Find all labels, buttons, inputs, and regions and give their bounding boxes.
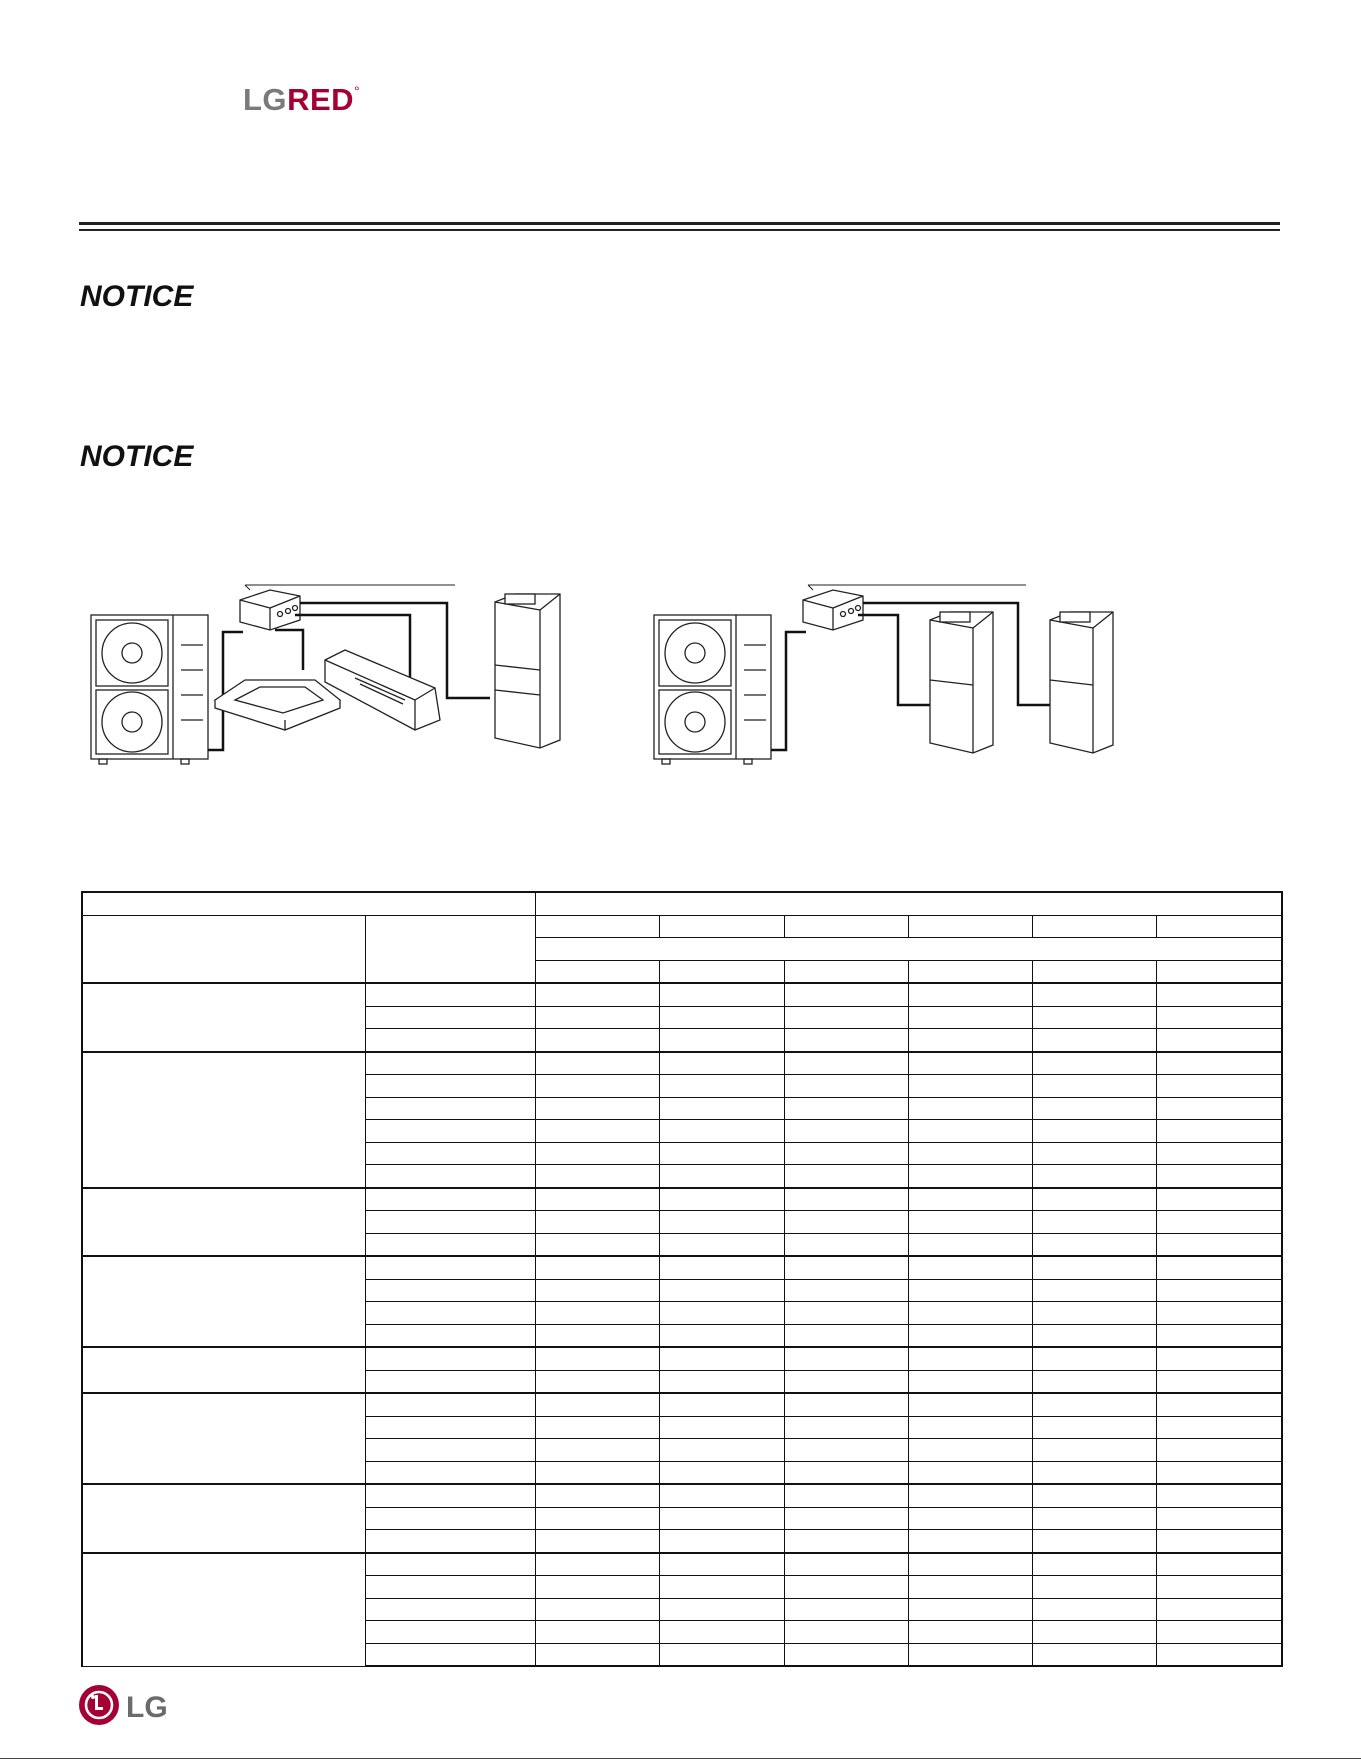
table-cell: [784, 1006, 908, 1029]
table-cell: [660, 1097, 784, 1120]
table-cell: [1033, 1643, 1157, 1666]
table-cell: [784, 1029, 908, 1052]
table-cell: [660, 1029, 784, 1052]
wall-mounted-unit-icon: [325, 650, 440, 730]
page-bottom-rule: [0, 1758, 1361, 1759]
table-cell: [1033, 1324, 1157, 1347]
table-row: [82, 915, 1282, 938]
table-cell: [1157, 1643, 1282, 1666]
table-cell: [784, 1052, 908, 1075]
table-cell: [1157, 1347, 1282, 1370]
table-cell: [82, 1553, 365, 1667]
table-cell: [365, 1393, 535, 1416]
table-cell: [365, 1211, 535, 1234]
table-cell: [536, 1416, 660, 1439]
branch-distributor-icon: [803, 590, 863, 630]
table-cell: [1033, 1621, 1157, 1644]
table-cell: [1157, 1120, 1282, 1143]
table-cell: [908, 1052, 1032, 1075]
table-cell: [1033, 1097, 1157, 1120]
table-cell: [1033, 1029, 1157, 1052]
table-cell: [660, 1416, 784, 1439]
table-cell: [908, 1188, 1032, 1211]
table-row: [82, 983, 1282, 1006]
table-cell: [1157, 1097, 1282, 1120]
table-cell: [536, 1553, 660, 1576]
table-cell: [784, 1439, 908, 1462]
air-handler-icon: [930, 612, 993, 753]
table-cell: [660, 1347, 784, 1370]
table-cell: [536, 1006, 660, 1029]
table-cell: [784, 1120, 908, 1143]
table-cell: [1033, 1439, 1157, 1462]
table-cell: [1157, 1324, 1282, 1347]
table-cell: [908, 915, 1032, 938]
table-cell: [82, 1393, 365, 1484]
table-cell: [908, 1165, 1032, 1188]
table-cell: [1157, 1393, 1282, 1416]
system-diagram-1: [85, 570, 585, 770]
table-cell: [536, 1324, 660, 1347]
table-cell: [365, 1188, 535, 1211]
table-cell: [908, 1029, 1032, 1052]
table-cell: [784, 1233, 908, 1256]
table-cell: [784, 1530, 908, 1553]
table-cell: [1157, 1370, 1282, 1393]
table-cell: [536, 1075, 660, 1098]
table-cell: [908, 1439, 1032, 1462]
lg-logo: [78, 1683, 198, 1734]
lgred-logo: [243, 82, 360, 118]
table-cell: [660, 1598, 784, 1621]
table-cell: [660, 1279, 784, 1302]
table-cell: [908, 1576, 1032, 1599]
table-cell: [365, 1621, 535, 1644]
table-cell: [1033, 1120, 1157, 1143]
table-cell: [660, 1461, 784, 1484]
table-cell: [1033, 1233, 1157, 1256]
table-cell: [536, 960, 660, 983]
table-cell: [660, 960, 784, 983]
notice-heading-2: NOTICE: [80, 440, 194, 473]
table-cell: [1157, 1507, 1282, 1530]
table-cell: [365, 1484, 535, 1507]
table-cell: [536, 1052, 660, 1075]
table-cell: [908, 1530, 1032, 1553]
table-cell: [365, 1233, 535, 1256]
table-cell: [1033, 1461, 1157, 1484]
table-cell: [1033, 915, 1157, 938]
ceiling-cassette-icon: [215, 680, 340, 730]
table-cell: [365, 1530, 535, 1553]
table-cell: [536, 1256, 660, 1279]
table-cell: [784, 915, 908, 938]
table-cell: [82, 1347, 365, 1393]
table-cell: [365, 1006, 535, 1029]
table-cell: [908, 960, 1032, 983]
table-cell: [908, 1097, 1032, 1120]
table-cell: [1033, 1484, 1157, 1507]
table-cell: [536, 1302, 660, 1325]
table-cell: [1157, 1029, 1282, 1052]
table-cell: [365, 1370, 535, 1393]
table-cell: [536, 1598, 660, 1621]
table-cell: [784, 1075, 908, 1098]
table-cell: [536, 1370, 660, 1393]
table-cell: [660, 1075, 784, 1098]
table-cell: [908, 1484, 1032, 1507]
table-cell: [536, 1461, 660, 1484]
table-cell: [1033, 1553, 1157, 1576]
table-cell: [1157, 1256, 1282, 1279]
table-cell: [784, 983, 908, 1006]
table-cell: [1033, 960, 1157, 983]
branch-distributor-icon: [240, 590, 300, 630]
table-cell: [908, 1598, 1032, 1621]
table-cell: [1033, 1165, 1157, 1188]
table-cell: [365, 1576, 535, 1599]
table-cell: [784, 1643, 908, 1666]
table-cell: [365, 1461, 535, 1484]
table-cell: [1157, 1576, 1282, 1599]
table-cell: [536, 1347, 660, 1370]
table-cell: [660, 1370, 784, 1393]
table-cell: [660, 1006, 784, 1029]
table-cell: [365, 983, 535, 1006]
table-cell: [1157, 1165, 1282, 1188]
table-cell: [660, 1643, 784, 1666]
table-row: [82, 1484, 1282, 1507]
table-cell: [660, 1211, 784, 1234]
table-cell: [365, 1598, 535, 1621]
table-cell: [660, 1188, 784, 1211]
table-cell: [1157, 1621, 1282, 1644]
table-cell: [1157, 1416, 1282, 1439]
table-cell: [1157, 1142, 1282, 1165]
table-cell: [82, 1484, 365, 1553]
table-cell: [908, 1006, 1032, 1029]
table-cell: [1033, 1507, 1157, 1530]
table-cell: [784, 1416, 908, 1439]
table-cell: [784, 1165, 908, 1188]
table-cell: [536, 1211, 660, 1234]
table-cell: [784, 1347, 908, 1370]
table-cell: [908, 1507, 1032, 1530]
table-cell: [660, 1120, 784, 1143]
table-cell: [365, 1029, 535, 1052]
table-cell: [908, 1643, 1032, 1666]
table-cell: [82, 892, 536, 915]
table-cell: [1033, 1256, 1157, 1279]
table-cell: [908, 1461, 1032, 1484]
table-cell: [784, 1370, 908, 1393]
table-cell: [784, 1393, 908, 1416]
table-cell: [1157, 983, 1282, 1006]
table-cell: [908, 1142, 1032, 1165]
table-cell: [1033, 1393, 1157, 1416]
table-cell: [784, 1097, 908, 1120]
brand-mark: °: [354, 83, 361, 99]
table-cell: [660, 1302, 784, 1325]
table-cell: [1157, 1233, 1282, 1256]
table-cell: [536, 983, 660, 1006]
table-cell: [536, 1120, 660, 1143]
table-cell: [908, 1416, 1032, 1439]
table-cell: [660, 1256, 784, 1279]
table-cell: [536, 1393, 660, 1416]
table-cell: [536, 1029, 660, 1052]
table-cell: [1033, 1188, 1157, 1211]
table-cell: [1157, 1188, 1282, 1211]
table-cell: [660, 1233, 784, 1256]
brand-prefix: LG: [243, 82, 288, 117]
table-cell: [1033, 1211, 1157, 1234]
table-row: [82, 1347, 1282, 1370]
table-cell: [660, 1052, 784, 1075]
table-cell: [1033, 1006, 1157, 1029]
table-cell: [82, 1188, 365, 1257]
table-cell: [1157, 1006, 1282, 1029]
table-cell: [536, 1507, 660, 1530]
table-cell: [784, 1484, 908, 1507]
table-cell: [536, 1188, 660, 1211]
table-cell: [908, 1553, 1032, 1576]
table-cell: [660, 1507, 784, 1530]
table-cell: [365, 1416, 535, 1439]
system-diagram-2: [648, 570, 1138, 770]
table-cell: [365, 1165, 535, 1188]
table-cell: [1033, 1075, 1157, 1098]
table-cell: [365, 1302, 535, 1325]
table-cell: [908, 1370, 1032, 1393]
table-cell: [660, 1165, 784, 1188]
table-cell: [1157, 1439, 1282, 1462]
table-cell: [908, 983, 1032, 1006]
table-cell: [82, 1256, 365, 1347]
table-cell: [660, 1553, 784, 1576]
table-cell: [82, 1052, 365, 1188]
air-handler-icon: [495, 594, 560, 748]
table-cell: [1157, 1598, 1282, 1621]
air-handler-icon: [1050, 612, 1113, 753]
table-cell: [908, 1279, 1032, 1302]
table-cell: [536, 1165, 660, 1188]
notice-heading-1: NOTICE: [80, 280, 194, 313]
table-cell: [660, 1576, 784, 1599]
table-cell: [784, 1461, 908, 1484]
table-cell: [1157, 1553, 1282, 1576]
table-cell: [1157, 1484, 1282, 1507]
table-cell: [1033, 1530, 1157, 1553]
table-cell: [908, 1621, 1032, 1644]
table-cell: [365, 1279, 535, 1302]
table-cell: [536, 892, 1282, 915]
table-cell: [784, 1576, 908, 1599]
table-cell: [82, 915, 365, 983]
header-rule: [79, 222, 1280, 225]
table-cell: [784, 1324, 908, 1347]
table-cell: [365, 1324, 535, 1347]
table-cell: [660, 1324, 784, 1347]
table-cell: [365, 1142, 535, 1165]
header-rule-secondary: [79, 229, 1280, 231]
table-cell: [660, 1393, 784, 1416]
table-cell: [365, 1553, 535, 1576]
table-cell: [536, 1233, 660, 1256]
table-cell: [908, 1233, 1032, 1256]
table-cell: [1033, 1576, 1157, 1599]
table-cell: [536, 1576, 660, 1599]
table-cell: [1033, 1052, 1157, 1075]
outdoor-unit-icon: [91, 615, 208, 764]
table-cell: [908, 1120, 1032, 1143]
table-cell: [784, 1256, 908, 1279]
table-cell: [784, 1279, 908, 1302]
table-cell: [536, 1439, 660, 1462]
table-cell: [784, 1621, 908, 1644]
table-cell: [536, 1142, 660, 1165]
table-cell: [1033, 1347, 1157, 1370]
table-cell: [1033, 983, 1157, 1006]
table-cell: [784, 1211, 908, 1234]
table-cell: [908, 1211, 1032, 1234]
table-cell: [536, 1621, 660, 1644]
table-row: [82, 892, 1282, 915]
table-cell: [536, 1530, 660, 1553]
table-cell: [1157, 915, 1282, 938]
table-cell: [1157, 1052, 1282, 1075]
table-row: [82, 1553, 1282, 1576]
table-cell: [784, 1188, 908, 1211]
table-cell: [1033, 1598, 1157, 1621]
table-cell: [365, 1347, 535, 1370]
table-cell: [536, 1279, 660, 1302]
table-cell: [536, 1097, 660, 1120]
table-cell: [1033, 1416, 1157, 1439]
table-cell: [365, 1052, 535, 1075]
table-cell: [1157, 1302, 1282, 1325]
table-cell: [660, 1484, 784, 1507]
table-cell: [1157, 1461, 1282, 1484]
table-cell: [908, 1347, 1032, 1370]
outdoor-unit-icon: [654, 615, 771, 764]
table-cell: [908, 1075, 1032, 1098]
logo-text: LG: [126, 1691, 168, 1724]
table-cell: [1157, 1075, 1282, 1098]
table-cell: [784, 1598, 908, 1621]
table-cell: [660, 1530, 784, 1553]
lg-face-icon: [78, 1683, 198, 1729]
table-cell: [908, 1324, 1032, 1347]
table-cell: [365, 1120, 535, 1143]
table-cell: [660, 983, 784, 1006]
table-cell: [1033, 1302, 1157, 1325]
table-row: [82, 1256, 1282, 1279]
table-cell: [1033, 1370, 1157, 1393]
table-cell: [784, 960, 908, 983]
table-cell: [1157, 960, 1282, 983]
table-row: [82, 1052, 1282, 1075]
table-cell: [536, 1643, 660, 1666]
table-cell: [660, 1142, 784, 1165]
table-cell: [365, 1439, 535, 1462]
table-cell: [365, 1507, 535, 1530]
table-cell: [1033, 1142, 1157, 1165]
table-cell: [1157, 1279, 1282, 1302]
table-cell: [908, 1393, 1032, 1416]
table-cell: [536, 915, 660, 938]
table-cell: [1157, 1530, 1282, 1553]
table-cell: [784, 1553, 908, 1576]
table-cell: [908, 1256, 1032, 1279]
table-cell: [660, 1621, 784, 1644]
table-cell: [784, 1302, 908, 1325]
table-row: [82, 1393, 1282, 1416]
table-cell: [1157, 1211, 1282, 1234]
brand-main: RED: [287, 82, 355, 117]
table-cell: [784, 1507, 908, 1530]
table-cell: [365, 1643, 535, 1666]
table-cell: [365, 1256, 535, 1279]
table-cell: [536, 1484, 660, 1507]
table-cell: [660, 915, 784, 938]
table-cell: [365, 1075, 535, 1098]
table-cell: [1033, 1279, 1157, 1302]
table-cell: [82, 983, 365, 1052]
table-cell: [660, 1439, 784, 1462]
table-cell: [365, 1097, 535, 1120]
table-cell: [536, 938, 1282, 961]
specification-table: [81, 891, 1283, 1667]
table-cell: [365, 915, 535, 983]
table-cell: [908, 1302, 1032, 1325]
table-row: [82, 1188, 1282, 1211]
table-cell: [784, 1142, 908, 1165]
